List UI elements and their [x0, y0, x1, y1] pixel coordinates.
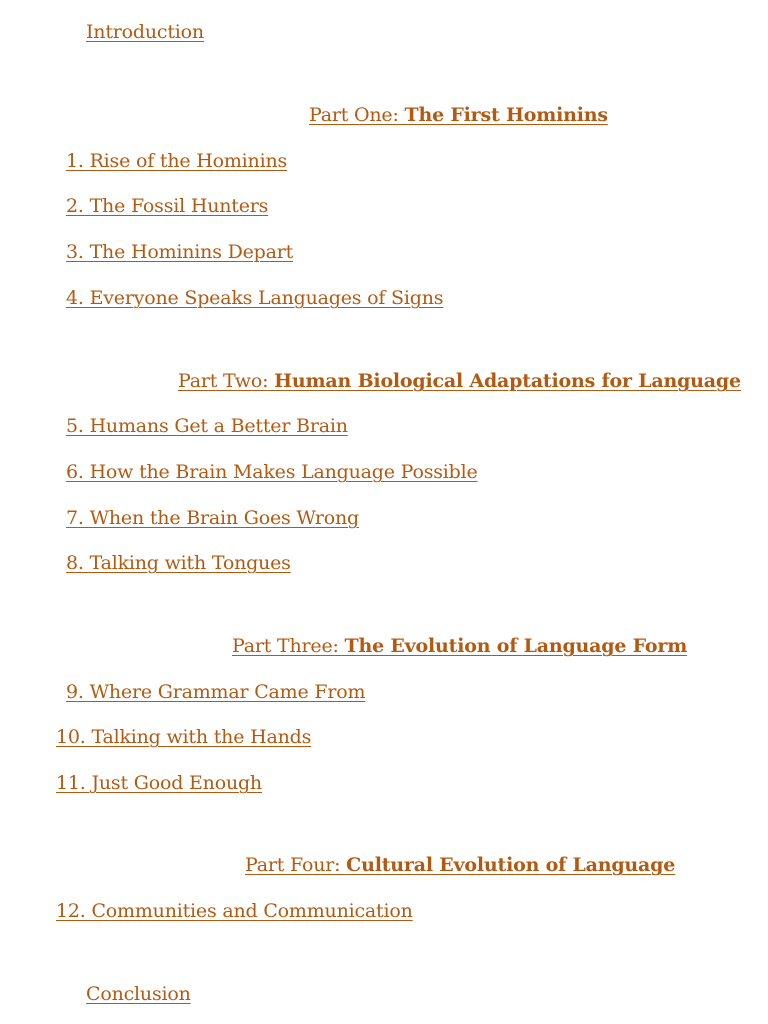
toc-link-part-one[interactable] [309, 103, 608, 127]
toc-link-introduction[interactable]: Introduction [86, 21, 204, 43]
toc-link-chapter-3[interactable]: 3. The Hominins Depart [66, 241, 294, 263]
toc-link-chapter-1[interactable]: 1. Rise of the Hominins [66, 150, 288, 172]
toc-link-chapter-5[interactable]: 5. Humans Get a Better Brain [66, 415, 348, 437]
part-label: Part Three: [232, 635, 345, 657]
part-title: Human Biological Adaptations for Language [274, 370, 741, 392]
toc-link-chapter-11[interactable]: 11. Just Good Enough [56, 772, 262, 794]
toc-link-part-four[interactable] [245, 853, 675, 877]
part-label: Part Two: [178, 370, 275, 392]
toc-link-chapter-10[interactable]: 10. Talking with the Hands [56, 726, 312, 748]
toc-link-conclusion[interactable]: Conclusion [86, 983, 191, 1005]
part-title: The First Hominins [404, 104, 608, 126]
toc-link-chapter-12[interactable]: 12. Communities and Communication [56, 900, 413, 922]
part-label: Part Four: [245, 854, 347, 876]
toc-link-part-three[interactable] [232, 634, 687, 658]
toc-link-chapter-8[interactable]: 8. Talking with Tongues [66, 552, 291, 574]
part-title: The Evolution of Language Form [344, 635, 688, 657]
toc-link-part-two[interactable] [178, 369, 741, 393]
toc-link-chapter-6[interactable]: 6. How the Brain Makes Language Possible [66, 461, 478, 483]
toc-link-chapter-4[interactable]: 4. Everyone Speaks Languages of Signs [66, 287, 444, 309]
toc-link-chapter-2[interactable]: 2. The Fossil Hunters [66, 195, 269, 217]
toc-link-chapter-7[interactable]: 7. When the Brain Goes Wrong [66, 507, 359, 529]
toc-link-chapter-9[interactable]: 9. Where Grammar Came From [66, 681, 366, 703]
part-label: Part One: [309, 104, 405, 126]
part-title: Cultural Evolution of Language [346, 854, 676, 876]
